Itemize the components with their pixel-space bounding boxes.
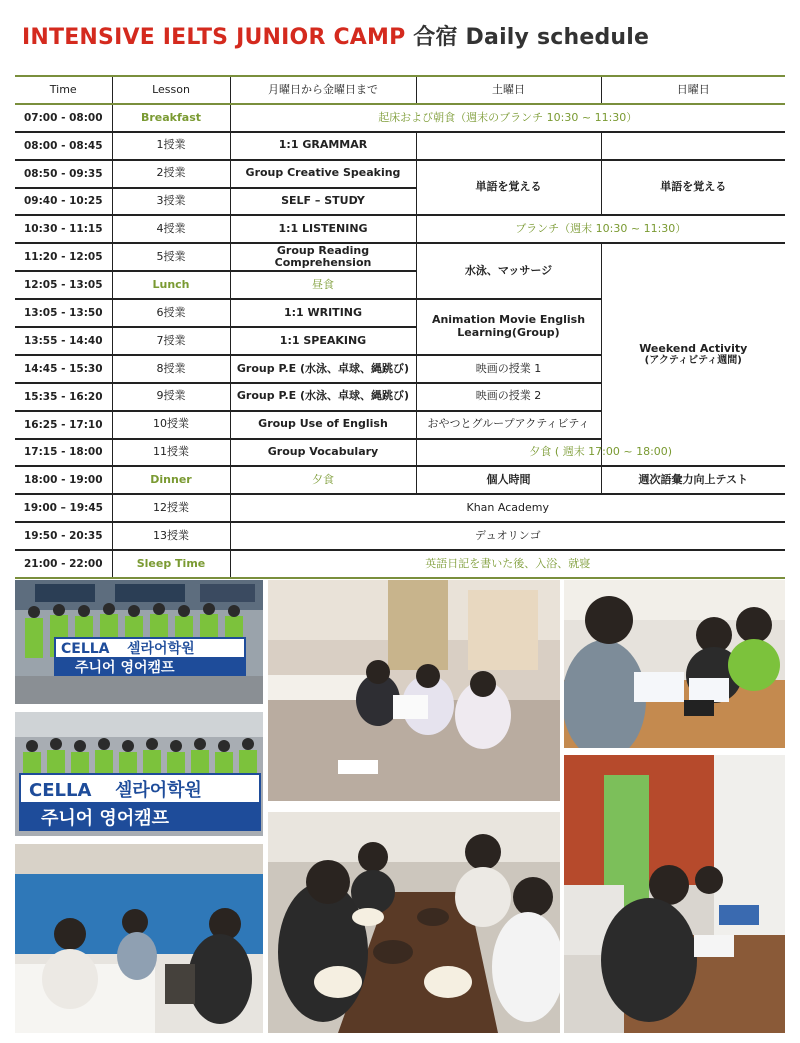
weekend-activity-sub: (アクティビティ週間) <box>644 355 742 367</box>
time-cell: 10:30 - 11:15 <box>15 215 112 243</box>
lesson-cell: 3授業 <box>112 188 230 216</box>
lesson-cell: Lunch <box>112 271 230 299</box>
lesson-cell: Sleep Time <box>112 550 230 578</box>
saturday-animation-cell: Animation Movie English Learning(Group) <box>416 299 601 355</box>
banner-text-2: 주니어 영어캠프 <box>75 660 175 676</box>
table-row <box>15 494 785 522</box>
saturday-cell: 映画の授業 1 <box>416 355 601 383</box>
time-cell: 16:25 - 17:10 <box>15 411 112 439</box>
weekday-cell: 夕食 <box>230 466 416 494</box>
lesson-cell: 12授業 <box>112 494 230 522</box>
table-row <box>15 522 785 550</box>
banner-text-1a: CELLA <box>29 780 92 801</box>
photo-boys-eating-meal <box>268 812 560 1033</box>
photo-boy-writing-desk <box>564 755 785 1033</box>
col-header-time: Time <box>15 76 112 104</box>
banner-text-1b: 셀라어학원 <box>115 780 202 801</box>
col-header-sunday: 日曜日 <box>601 76 785 104</box>
time-cell: 08:00 - 08:45 <box>15 132 112 160</box>
time-cell: 11:20 - 12:05 <box>15 243 112 271</box>
weekday-cell: 昼食 <box>230 271 416 299</box>
photo-girls-studying-room <box>268 580 560 801</box>
table-header-row <box>15 76 785 104</box>
time-cell: 17:15 - 18:00 <box>15 439 112 467</box>
weekday-cell: 1:1 SPEAKING <box>230 327 416 355</box>
photo-boys-dorm-room <box>15 844 263 1033</box>
col-header-weekday: 月曜日から金曜日まで <box>230 76 416 104</box>
diary-bath-sleep-cell: 英語日記を書いた後、入浴、就寝 <box>230 550 785 578</box>
lesson-cell: 7授業 <box>112 327 230 355</box>
banner-text-2: 주니어 영어캠프 <box>41 808 169 829</box>
time-cell: 19:00 – 19:45 <box>15 494 112 522</box>
col-header-lesson: Lesson <box>112 76 230 104</box>
table-row <box>15 104 785 132</box>
weekend-activity-label: Weekend Activity <box>639 341 748 355</box>
weekend-dinner-cell: 夕食 ( 週末 17:00 ~ 18:00) <box>416 439 785 467</box>
photo-group-airport-2 <box>15 712 263 836</box>
time-cell: 15:35 - 16:20 <box>15 383 112 411</box>
table-row <box>15 550 785 578</box>
wake-breakfast-cell: 起床および朝食（週末のブランチ 10:30 ~ 11:30） <box>230 104 785 132</box>
sunday-cell-empty <box>601 132 785 160</box>
saturday-vocab-cell: 単語を覚える <box>416 160 601 216</box>
banner-text-1a: CELLA <box>61 641 110 657</box>
saturday-cell-empty <box>416 132 601 160</box>
lesson-cell: 6授業 <box>112 299 230 327</box>
saturday-cell: 個人時間 <box>416 466 601 494</box>
weekday-cell: Group Creative Speaking <box>230 160 416 188</box>
title-schedule: 合宿 Daily schedule <box>413 25 650 50</box>
weekday-cell: 1:1 WRITING <box>230 299 416 327</box>
time-cell: 12:05 - 13:05 <box>15 271 112 299</box>
table-row <box>15 160 785 188</box>
sunday-activity-cell <box>601 243 785 466</box>
page-title <box>22 20 649 51</box>
time-cell: 19:50 - 20:35 <box>15 522 112 550</box>
title-camp-name: INTENSIVE IELTS JUNIOR CAMP <box>22 25 406 50</box>
lesson-cell: 13授業 <box>112 522 230 550</box>
lesson-cell: 11授業 <box>112 439 230 467</box>
time-cell: 07:00 - 08:00 <box>15 104 112 132</box>
lesson-cell: Dinner <box>112 466 230 494</box>
photo-group-airport-1 <box>15 580 263 704</box>
lesson-cell: 10授業 <box>112 411 230 439</box>
time-cell: 08:50 - 09:35 <box>15 160 112 188</box>
time-cell: 09:40 - 10:25 <box>15 188 112 216</box>
weekday-cell: 1:1 LISTENING <box>230 215 416 243</box>
khan-academy-cell: Khan Academy <box>230 494 785 522</box>
weekday-cell: Group Reading Comprehension <box>230 243 416 271</box>
weekday-cell: SELF – STUDY <box>230 188 416 216</box>
weekday-cell: Group Use of English <box>230 411 416 439</box>
photo-boys-studying-table <box>564 580 785 748</box>
lesson-cell: 5授業 <box>112 243 230 271</box>
saturday-swim-cell: 水泳、マッサージ <box>416 243 601 299</box>
weekday-cell: 1:1 GRAMMAR <box>230 132 416 160</box>
saturday-cell: 映画の授業 2 <box>416 383 601 411</box>
saturday-cell: おやつとグループアクティビティ <box>416 411 601 439</box>
banner-text-1b: 셀라어학원 <box>127 641 195 657</box>
schedule-table <box>15 75 785 579</box>
sunday-vocab-cell: 単語を覚える <box>601 160 785 216</box>
table-row <box>15 439 785 467</box>
lesson-cell: 8授業 <box>112 355 230 383</box>
lesson-cell: 1授業 <box>112 132 230 160</box>
time-cell: 13:05 - 13:50 <box>15 299 112 327</box>
time-cell: 18:00 - 19:00 <box>15 466 112 494</box>
time-cell: 13:55 - 14:40 <box>15 327 112 355</box>
lesson-cell: 2授業 <box>112 160 230 188</box>
sunday-cell: 週次語彙力向上テスト <box>601 466 785 494</box>
weekday-cell: Group P.E (水泳、卓球、縄跳び) <box>230 355 416 383</box>
duolingo-cell: デュオリンゴ <box>230 522 785 550</box>
table-row <box>15 132 785 160</box>
time-cell: 21:00 - 22:00 <box>15 550 112 578</box>
weekday-cell: Group P.E (水泳、卓球、縄跳び) <box>230 383 416 411</box>
col-header-saturday: 土曜日 <box>416 76 601 104</box>
table-row <box>15 243 785 271</box>
lesson-cell: 9授業 <box>112 383 230 411</box>
table-row <box>15 215 785 243</box>
lesson-cell: 4授業 <box>112 215 230 243</box>
lesson-cell: Breakfast <box>112 104 230 132</box>
time-cell: 14:45 - 15:30 <box>15 355 112 383</box>
table-row <box>15 466 785 494</box>
weekday-cell: Group Vocabulary <box>230 439 416 467</box>
weekend-brunch-cell: ブランチ（週末 10:30 ~ 11:30） <box>416 215 785 243</box>
